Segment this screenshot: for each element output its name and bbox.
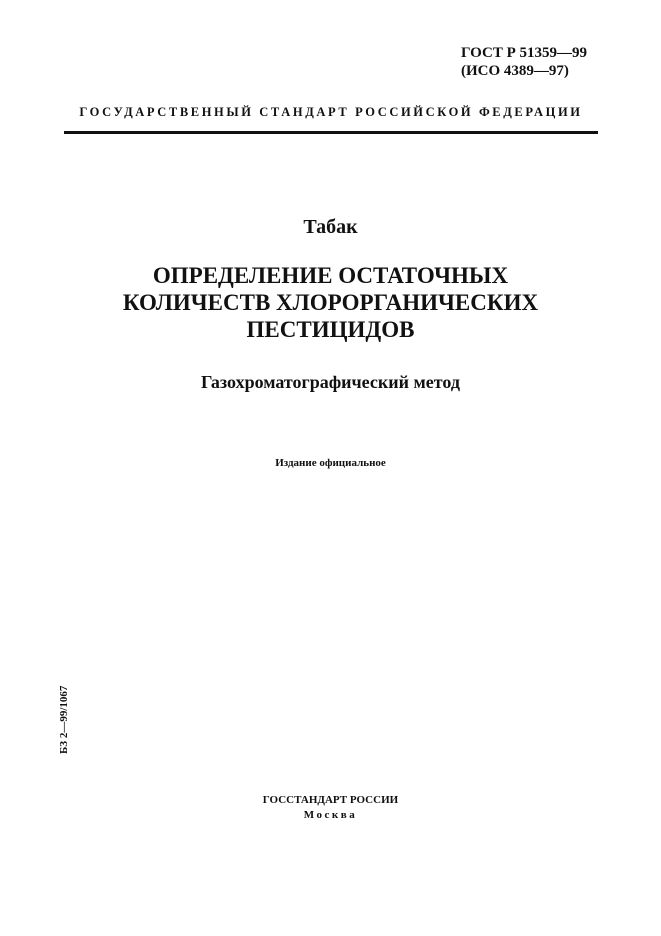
publisher-city: Москва: [303, 809, 358, 821]
document-number: [461, 44, 587, 80]
side-code: БЗ 2—99/1067: [58, 685, 70, 754]
category-title: Табак: [303, 216, 358, 238]
method-subtitle: Газохроматографический метод: [201, 372, 460, 392]
edition-label: Издание официальное: [275, 457, 386, 469]
main-title-line: ПЕСТИЦИДОВ: [246, 317, 415, 342]
main-title: [0, 262, 661, 343]
iso-number: (ИСО 4389—97): [461, 63, 569, 79]
publisher-block: [0, 793, 661, 823]
state-standard-header: ГОСУДАРСТВЕННЫЙ СТАНДАРТ РОССИЙСКОЙ ФЕДЕРАЦИИ: [79, 105, 583, 119]
main-title-line: КОЛИЧЕСТВ ХЛОРОРГАНИЧЕСКИХ: [122, 290, 539, 315]
header-divider: [64, 131, 598, 134]
main-title-line: ОПРЕДЕЛЕНИЕ ОСТАТОЧНЫХ: [152, 263, 509, 288]
gost-number: ГОСТ Р 51359—99: [461, 45, 588, 61]
publisher-name: ГОССТАНДАРТ РОССИИ: [262, 794, 399, 806]
